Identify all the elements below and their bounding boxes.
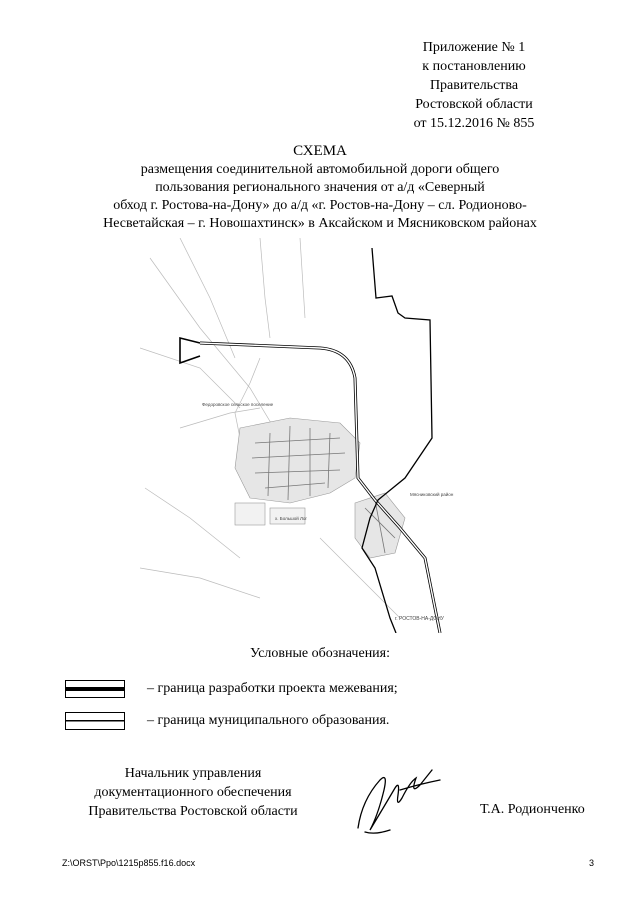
title-line-4: Несветайская – г. Новошахтинск» в Аксайском и Мясниковском районах	[103, 216, 537, 231]
page-footer	[62, 858, 594, 868]
annex-line-3: Правительства	[429, 78, 519, 93]
scheme-map	[140, 238, 478, 633]
title-line-1: размещения соединительной автомобильной дороги общего	[140, 162, 500, 177]
signatory-name: Т.А. Родионченко	[480, 802, 585, 817]
signatory-line-3: Правительства Ростовской области	[88, 804, 298, 819]
file-path: Z:\ORST\Ppo\1215p855.f16.docx	[62, 858, 196, 868]
handwritten-signature	[340, 760, 460, 840]
signatory-line-2: документационного обеспечения	[94, 785, 292, 800]
document-title	[0, 142, 640, 233]
legend-item-survey-boundary	[65, 678, 398, 700]
thin-boundary-line-icon	[65, 712, 125, 730]
page-number: 3	[588, 858, 594, 868]
annex-header	[384, 38, 564, 133]
annex-line-4: Ростовской области	[415, 97, 533, 112]
title-line-3: обход г. Ростова-на-Дону» до а/д «г. Ростов-на-Дону – сл. Родионово-	[113, 198, 527, 213]
legend-item-municipal-boundary	[65, 710, 389, 732]
title-line-2: пользования регионального значения от а/д «Северный	[155, 180, 485, 195]
signatory-position	[68, 764, 318, 821]
legend-item-1-text: – граница разработки проекта межевания;	[147, 681, 398, 696]
annex-line-5: от 15.12.2016 № 855	[413, 116, 535, 131]
annex-line-2: к постановлению	[422, 59, 526, 74]
title-heading: СХЕМА	[293, 143, 347, 159]
legend-title: Условные обозначения:	[249, 646, 391, 661]
thick-boundary-line-icon	[65, 680, 125, 698]
signatory-line-1: Начальник управления	[124, 766, 262, 781]
legend-item-2-text: – граница муниципального образования.	[147, 713, 390, 728]
map-label-road: г. РОСТОВ-НА-ДОНУ	[395, 616, 444, 622]
annex-line-1: Приложение № 1	[422, 40, 526, 55]
map-label-district: Мясниковский район	[410, 492, 454, 497]
map-label-settlement: Федоровское сельское поселение	[202, 402, 274, 407]
map-label-village: х. Большой Лог	[275, 516, 308, 521]
